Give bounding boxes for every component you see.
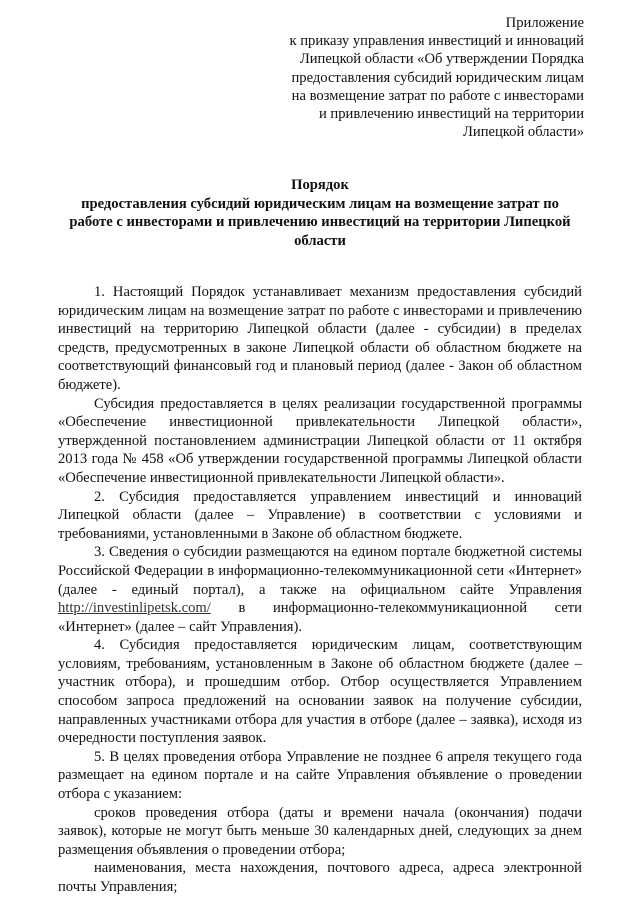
paragraph-4 — [58, 543, 582, 636]
appendix-line: Липецкой области «Об утверждении Порядка — [299, 51, 584, 68]
paragraph-5: 4. Субсидия предоставляется юридическим лицам, соответствующим условиям, требованиям, установленным в Законе об областном бюджете (далее – участник отбора), и прошедшим отбор. Отбор осуществляется Управлением способом запроса предложений на основании заявок на получение субсидии, направленных участниками отбора для участия в отборе (далее – заявка), исходя из очередности поступления заявок. — [58, 637, 582, 747]
paragraph-2: Субсидия предоставляется в целях реализации государственной программы «Обеспечение инвестиционной привлекательности Липецкой области», утвержденной постановлением администрации Липецкой области от 11 октября 2013 года № 458 «Об утверждении государственной программы Липецкой области «Обеспечение инвестиционной привлекательности Липецкой области». — [58, 395, 582, 486]
paragraph-6: 5. В целях проведения отбора Управление не позднее 6 апреля текущего года размещает на едином портале и на сайте Управления объявление о проведении отбора с указанием: — [58, 748, 582, 803]
appendix-line: и привлечению инвестиций на территории — [318, 106, 584, 123]
paragraph-4-text-end: в информационно-телекоммуникационной сети «Интернет» (далее – сайт Управления). — [58, 600, 582, 635]
website-link[interactable]: http://investinlipetsk.com/ — [58, 600, 211, 617]
title-subject: предоставления субсидий юридическим лицам на возмещение затрат по работе с инвесторами и привлечению инвестиций на территории Липецкой области — [69, 195, 571, 249]
appendix-line: предоставления субсидий юридическим лицам — [291, 69, 584, 86]
appendix-line: на возмещение затрат по работе с инвесторами — [291, 87, 584, 104]
document-body — [58, 283, 582, 897]
appendix-line: Приложение — [505, 15, 584, 31]
paragraph-8: наименования, места нахождения, почтового адреса, адреса электронной почты Управления; — [58, 860, 582, 895]
paragraph-3: 2. Субсидия предоставляется управлением инвестиций и инноваций Липецкой области (далее – Управление) в соответствии с условиями и требованиями, установленными в Законе об областном бюджете. — [58, 488, 582, 542]
appendix-line: к приказу управления инвестиций и инноваций — [289, 33, 584, 50]
paragraph-7: сроков проведения отбора (даты и времени начала (окончания) подачи заявок), которые не могут быть меньше 30 календарных дней, следующих за днем размещения объявления о проведении отбора; — [58, 804, 582, 858]
title-word: Порядок — [291, 177, 349, 193]
paragraph-1: 1. Настоящий Порядок устанавливает механизм предоставления субсидий юридическим лицам на возмещение затрат по работе с инвесторами и привлечению инвестиций на территорию Липецкой области (далее - субсидии) в пределах средств, предусмотренных в законе Липецкой области об областном бюджете на соответствующий финансовый год и плановый период (далее - Закон об областном бюджете). — [58, 284, 582, 393]
document-title — [58, 176, 582, 250]
appendix-header — [254, 14, 584, 141]
paragraph-4-text-start: 3. Сведения о субсидии размещаются на едином портале бюджетной системы Российской Федерации в информационно-телекоммуникационной сети «Интернет» (далее - единый портал), а также на официальном сайте Управления — [58, 544, 582, 598]
appendix-line: Липецкой области» — [463, 124, 584, 141]
